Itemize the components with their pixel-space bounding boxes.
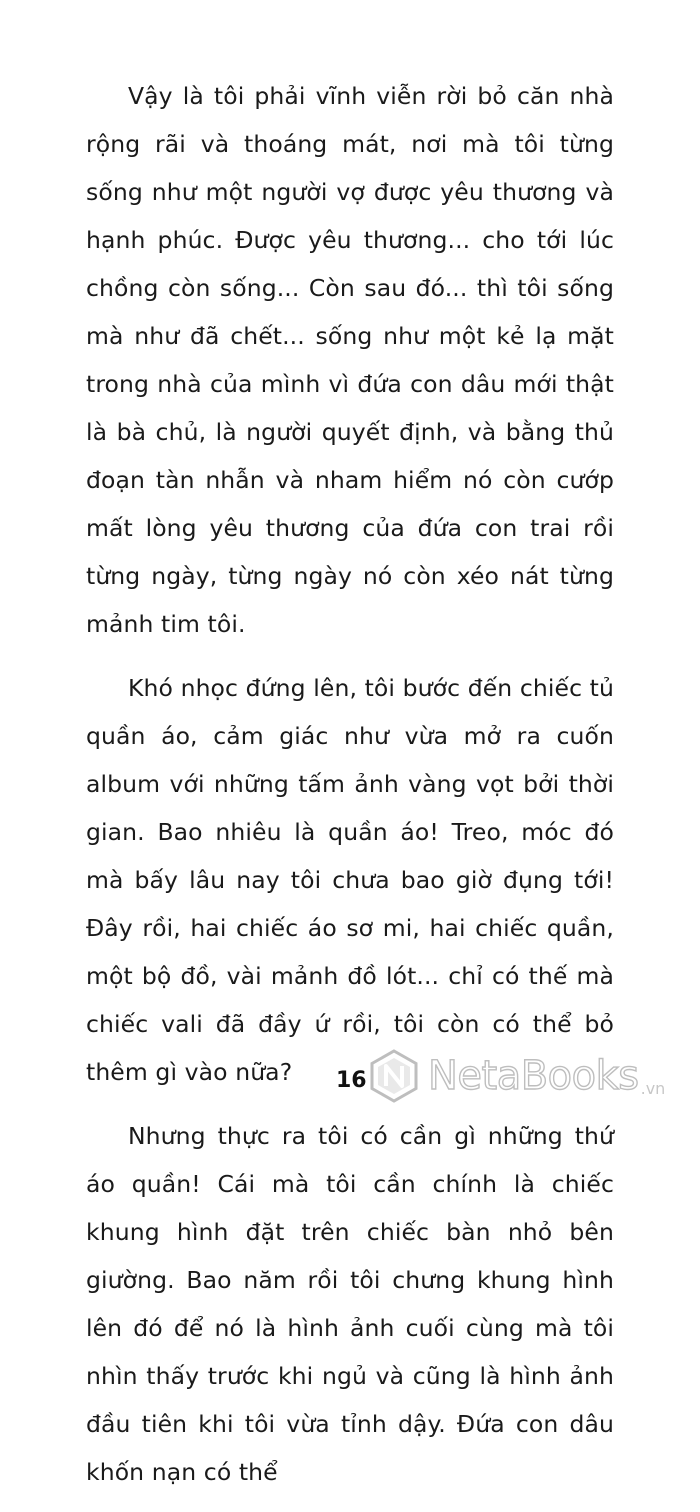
paragraph-2: Khó nhọc đứng lên, tôi bước đến chiếc tủ quần áo, cảm giác như vừa mở ra cuốn album với những tấm ảnh vàng vọt bởi thời gian. Bao nhiêu là quần áo! Treo, móc đó mà bấy lâu nay tôi chưa bao giờ đụng tới! Đây rồi, hai chiếc áo sơ mi, hai chiếc quần, một bộ đồ, vài mảnh đồ lót... chỉ có thế mà chiếc vali đã đầy ứ rồi, tôi còn có thể bỏ thêm gì vào nữa? (86, 674, 614, 1086)
watermark (366, 1048, 665, 1104)
paragraph-3: Nhưng thực ra tôi có cần gì những thứ áo quần! Cái mà tôi cần chính là chiếc khung hình đặt trên chiếc bàn nhỏ bên giường. Bao năm rồi tôi chưng khung hình lên đó để nó là hình ảnh cuối cùng mà tôi nhìn thấy trước khi ngủ và cũng là hình ảnh đầu tiên khi tôi vừa tỉnh dậy. Đứa con dâu khốn nạn có thể (86, 1122, 614, 1486)
page-number: 16 (336, 1068, 367, 1093)
watermark-suffix: .vn (640, 1079, 666, 1098)
paragraph-1: Vậy là tôi phải vĩnh viễn rời bỏ căn nhà rộng rãi và thoáng mát, nơi mà tôi từng sống như một người vợ được yêu thương và hạnh phúc. Được yêu thương... cho tới lúc chồng còn sống... Còn sau đó... thì tôi sống mà như đã chết... sống như một kẻ lạ mặt trong nhà của mình vì đứa con dâu mới thật là bà chủ, là người quyết định, và bằng thủ đoạn tàn nhẫn và nham hiểm nó còn cướp mất lòng yêu thương của đứa con trai rồi từng ngày, từng ngày nó còn xéo nát từng mảnh tim tôi. (86, 82, 614, 638)
page-body (86, 72, 614, 1512)
watermark-brand: NetaBooks (428, 1053, 639, 1099)
netabooks-logo-icon (366, 1048, 422, 1104)
